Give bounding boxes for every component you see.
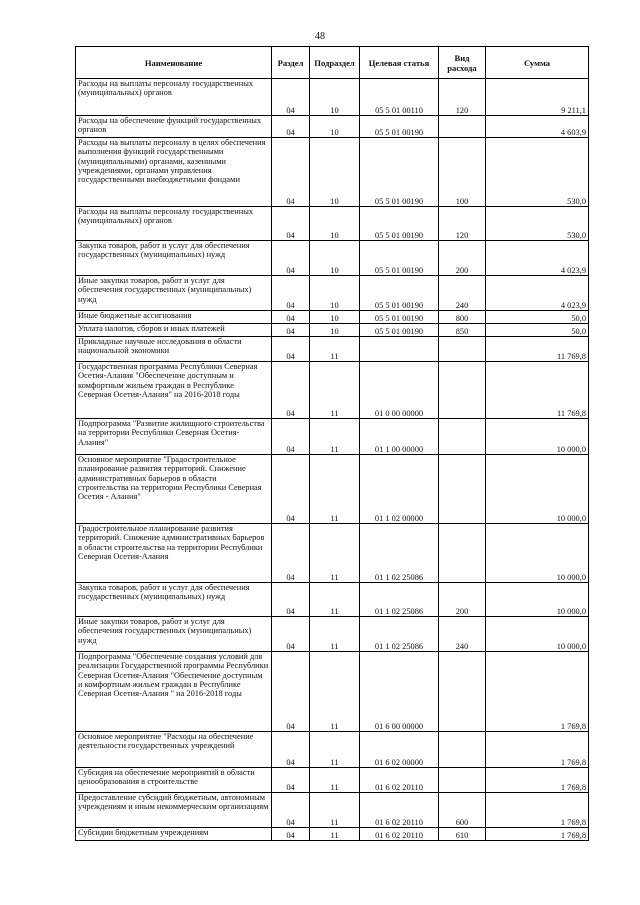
cell-section: 04 [272, 324, 310, 337]
cell-kind: 120 [439, 79, 486, 116]
cell-target: 01 1 02 25086 [360, 583, 439, 617]
page-number: 48 [315, 31, 325, 42]
cell-kind: 100 [439, 138, 486, 207]
cell-sum: 1 769,8 [486, 652, 589, 732]
cell-name: Закупка товаров, работ и услуг для обеспечения государственных (муниципальных) нужд [76, 241, 272, 276]
cell-kind: 850 [439, 324, 486, 337]
cell-sum: 4 603,9 [486, 116, 589, 138]
cell-section: 04 [272, 276, 310, 311]
cell-subsection: 11 [310, 768, 360, 793]
table-row [76, 79, 589, 116]
header-target: Целевая статья [360, 47, 439, 79]
cell-section: 04 [272, 768, 310, 793]
cell-kind [439, 524, 486, 583]
cell-target: 05 5 01 00190 [360, 138, 439, 207]
cell-target: 01 6 02 20110 [360, 793, 439, 828]
cell-section: 04 [272, 79, 310, 116]
cell-kind: 610 [439, 828, 486, 841]
cell-subsection: 11 [310, 419, 360, 455]
cell-name: Иные закупки товаров, работ и услуг для обеспечения государственных (муниципальных) нужд [76, 617, 272, 652]
cell-section: 04 [272, 793, 310, 828]
cell-subsection: 11 [310, 583, 360, 617]
cell-kind: 600 [439, 793, 486, 828]
cell-kind [439, 116, 486, 138]
cell-section: 04 [272, 138, 310, 207]
cell-target: 05 5 01 00190 [360, 241, 439, 276]
cell-sum: 530,0 [486, 207, 589, 241]
cell-section: 04 [272, 583, 310, 617]
table-row [76, 583, 589, 617]
cell-subsection: 10 [310, 79, 360, 116]
cell-target: 05 5 01 00190 [360, 207, 439, 241]
cell-section: 04 [272, 524, 310, 583]
cell-subsection: 11 [310, 732, 360, 768]
cell-subsection: 10 [310, 116, 360, 138]
cell-name: Иные закупки товаров, работ и услуг для обеспечения государственных (муниципальных) нужд [76, 276, 272, 311]
cell-kind [439, 362, 486, 419]
cell-target: 05 5 01 00190 [360, 276, 439, 311]
cell-target: 01 1 02 25086 [360, 524, 439, 583]
cell-subsection: 11 [310, 793, 360, 828]
cell-sum: 1 769,8 [486, 828, 589, 841]
cell-name: Уплата налогов, сборов и иных платежей [76, 324, 272, 337]
cell-section: 04 [272, 828, 310, 841]
cell-target: 05 5 01 00110 [360, 79, 439, 116]
cell-section: 04 [272, 241, 310, 276]
table-row [76, 138, 589, 207]
cell-name: Подпрограмма "Обеспечение создания условий для реализации Государственной программы Республики Северная Осетия-Алания "Обеспечение доступным и комфортным жильем граждан в Республике Северная Осетия-Алания " на 2016-2018 годы [76, 652, 272, 732]
cell-target: 01 0 00 00000 [360, 362, 439, 419]
cell-target: 01 1 02 00000 [360, 455, 439, 524]
cell-sum: 50,0 [486, 324, 589, 337]
table-row [76, 337, 589, 362]
cell-sum: 1 769,8 [486, 732, 589, 768]
table-row [76, 207, 589, 241]
table-row [76, 116, 589, 138]
table-row [76, 524, 589, 583]
header-sum: Сумма [486, 47, 589, 79]
cell-subsection: 10 [310, 276, 360, 311]
header-name: Наименование [76, 47, 272, 79]
cell-name: Расходы на обеспечение функций государственных органов [76, 116, 272, 138]
table-header-row [76, 47, 589, 79]
cell-sum: 9 211,1 [486, 79, 589, 116]
cell-name: Подпрограмма "Развитие жилищного строительства на территории Республики Северная Осетия-Алания" [76, 419, 272, 455]
cell-subsection: 10 [310, 311, 360, 324]
cell-name: Иные бюджетные ассигнования [76, 311, 272, 324]
cell-name: Субсидии бюджетным учреждениям [76, 828, 272, 841]
cell-section: 04 [272, 419, 310, 455]
cell-name: Основное мероприятие "Градостроительное планирование развития территорий. Снижение административных барьеров в области строительства на территории Республики Северная Осетия - Алания" [76, 455, 272, 524]
table-row [76, 362, 589, 419]
table-row [76, 455, 589, 524]
cell-sum: 530,0 [486, 138, 589, 207]
cell-name: Расходы на выплаты персоналу в целях обеспечения выполнения функций государственными (муниципальными) органами, казенными учреждениями, органами управления государственными внебюджетными фондами [76, 138, 272, 207]
table-row [76, 652, 589, 732]
table-row [76, 793, 589, 828]
cell-section: 04 [272, 732, 310, 768]
table-row [76, 419, 589, 455]
cell-kind: 120 [439, 207, 486, 241]
cell-section: 04 [272, 455, 310, 524]
cell-subsection: 11 [310, 455, 360, 524]
cell-kind [439, 732, 486, 768]
cell-target [360, 337, 439, 362]
cell-name: Прикладные научные исследования в области национальной экономики [76, 337, 272, 362]
cell-sum: 4 023,9 [486, 241, 589, 276]
cell-sum: 10 000,0 [486, 583, 589, 617]
cell-kind [439, 419, 486, 455]
cell-name: Расходы на выплаты персоналу государственных (муниципальных) органов [76, 79, 272, 116]
cell-kind [439, 337, 486, 362]
header-subsection: Подраздел [310, 47, 360, 79]
cell-sum: 11 769,8 [486, 337, 589, 362]
table-row [76, 828, 589, 841]
cell-target: 01 6 00 00000 [360, 652, 439, 732]
table-row [76, 241, 589, 276]
cell-sum: 1 769,8 [486, 793, 589, 828]
cell-subsection: 10 [310, 138, 360, 207]
cell-section: 04 [272, 116, 310, 138]
cell-section: 04 [272, 362, 310, 419]
cell-subsection: 10 [310, 207, 360, 241]
cell-subsection: 10 [310, 324, 360, 337]
cell-kind: 240 [439, 617, 486, 652]
cell-subsection: 11 [310, 828, 360, 841]
header-kind: Вид расхода [439, 47, 486, 79]
cell-subsection: 11 [310, 337, 360, 362]
cell-sum: 11 769,8 [486, 362, 589, 419]
cell-name: Градостроительное планирование развития территорий. Снижение административных барьеров в области строительства на территории Республики Северная Осетия-Алания [76, 524, 272, 583]
cell-sum: 10 000,0 [486, 455, 589, 524]
cell-subsection: 11 [310, 362, 360, 419]
cell-target: 01 1 00 00000 [360, 419, 439, 455]
table-row [76, 311, 589, 324]
cell-target: 01 1 02 25086 [360, 617, 439, 652]
cell-section: 04 [272, 207, 310, 241]
header-section: Раздел [272, 47, 310, 79]
cell-sum: 50,0 [486, 311, 589, 324]
cell-name: Субсидия на обеспечение мероприятий в области ценообразования в строительстве [76, 768, 272, 793]
cell-name: Закупка товаров, работ и услуг для обеспечения государственных (муниципальных) нужд [76, 583, 272, 617]
cell-target: 01 6 02 20110 [360, 828, 439, 841]
cell-kind [439, 455, 486, 524]
cell-kind: 240 [439, 276, 486, 311]
table-row [76, 276, 589, 311]
cell-kind [439, 768, 486, 793]
cell-subsection: 11 [310, 524, 360, 583]
cell-sum: 10 000,0 [486, 617, 589, 652]
budget-table [75, 46, 589, 841]
cell-kind: 200 [439, 241, 486, 276]
cell-section: 04 [272, 337, 310, 362]
cell-name: Предоставление субсидий бюджетным, автономным учреждениям и иным некоммерческим организациям [76, 793, 272, 828]
cell-target: 05 5 01 00190 [360, 311, 439, 324]
table-row [76, 324, 589, 337]
cell-kind [439, 652, 486, 732]
cell-section: 04 [272, 617, 310, 652]
cell-sum: 10 000,0 [486, 524, 589, 583]
table-row [76, 617, 589, 652]
cell-name: Основное мероприятие "Расходы на обеспечение деятельности государственных учреждений [76, 732, 272, 768]
cell-target: 05 5 01 00190 [360, 324, 439, 337]
cell-section: 04 [272, 652, 310, 732]
cell-sum: 10 000,0 [486, 419, 589, 455]
cell-name: Государственная программа Республики Северная Осетия-Алания "Обеспечение доступным и комфортным жильем граждан в Республике Северная Осетия-Алания" на 2016-2018 годы [76, 362, 272, 419]
cell-target: 01 6 02 20110 [360, 768, 439, 793]
cell-kind: 200 [439, 583, 486, 617]
table-row [76, 768, 589, 793]
cell-subsection: 11 [310, 652, 360, 732]
cell-subsection: 10 [310, 241, 360, 276]
cell-target: 01 6 02 00000 [360, 732, 439, 768]
cell-section: 04 [272, 311, 310, 324]
cell-sum: 1 769,8 [486, 768, 589, 793]
cell-subsection: 11 [310, 617, 360, 652]
table-row [76, 732, 589, 768]
cell-sum: 4 023,9 [486, 276, 589, 311]
cell-name: Расходы на выплаты персоналу государственных (муниципальных) органов [76, 207, 272, 241]
cell-target: 05 5 01 00190 [360, 116, 439, 138]
cell-kind: 800 [439, 311, 486, 324]
